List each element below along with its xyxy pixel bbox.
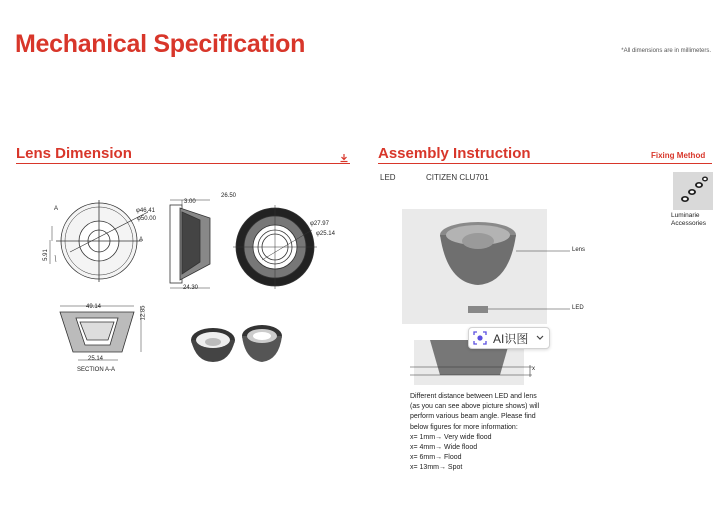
accessories-label-line1: Luminarie	[671, 212, 700, 219]
desc-line: (as you can see above picture shows) will	[410, 403, 540, 411]
desc-line: Different distance between LED and lens	[410, 393, 537, 400]
dim-3-00: 3.00	[184, 199, 196, 205]
desc-line: below figures for more information:	[410, 423, 518, 431]
dim-phi46-41: φ46.41	[136, 208, 155, 214]
beam-angle-description	[410, 392, 570, 474]
accessories-label	[671, 212, 706, 228]
page-title: Mechanical Specification	[15, 30, 306, 58]
assembly-instruction-heading: Assembly Instruction	[378, 145, 531, 162]
x-marker: x	[532, 366, 535, 372]
led-label: LED	[380, 173, 396, 182]
luminarie-accessories-icon[interactable]	[673, 172, 713, 210]
dim-phi25-14: φ25.14	[316, 231, 335, 237]
lens-3d-render-left	[191, 328, 235, 362]
desc-line: perform various beam angle. Please find	[410, 413, 536, 421]
lens-back-view	[233, 205, 317, 289]
fixing-method-label[interactable]: Fixing Method	[651, 151, 706, 160]
led-callout: LED	[572, 305, 584, 311]
dim-phi27-97: φ27.97	[310, 221, 329, 227]
desc-line: x= 13mm→ Spot	[410, 464, 463, 472]
dim-26-50: 26.50	[221, 193, 237, 199]
led-model: CITIZEN CLU701	[426, 173, 489, 182]
dim-49-14: 49.14	[86, 304, 102, 310]
lens-front-view	[50, 200, 148, 282]
chevron-down-icon[interactable]	[536, 335, 544, 341]
dim-25-14: 25.14	[88, 356, 104, 362]
ai-image-recognition-button[interactable]	[468, 327, 550, 349]
dim-12-85: 12.85	[140, 305, 147, 321]
dim-phi50-00: φ50.00	[137, 216, 156, 222]
desc-line: x= 4mm→ Wide flood	[410, 444, 478, 452]
ai-button-label: AI识图	[493, 331, 529, 346]
assembly-heading-rule	[378, 163, 712, 164]
dim-a-top: A	[54, 206, 59, 212]
ai-scan-icon	[473, 331, 487, 345]
section-a-a-label: SECTION A-A	[77, 367, 116, 373]
accessories-label-line2: Accessories	[671, 220, 707, 227]
lens-heading-rule	[16, 163, 350, 164]
lens-dimension-heading: Lens Dimension	[16, 145, 132, 162]
units-note: *All dimensions are in millimeters.	[621, 48, 711, 54]
download-icon[interactable]	[340, 150, 348, 159]
dim-a-bottom: A	[139, 237, 144, 243]
desc-line: x= 6mm→ Flood	[410, 454, 462, 462]
dim-5-91: 5.91	[42, 249, 49, 261]
lens-section-a-a	[60, 306, 141, 360]
desc-line: x= 1mm→ Very wide flood	[410, 433, 492, 441]
dim-24-30: 24.30	[183, 285, 199, 291]
lens-callout: Lens	[572, 247, 586, 253]
lens-3d-render-right	[242, 325, 282, 362]
lens-side-view	[170, 200, 210, 288]
assembly-drawing	[400, 205, 580, 385]
